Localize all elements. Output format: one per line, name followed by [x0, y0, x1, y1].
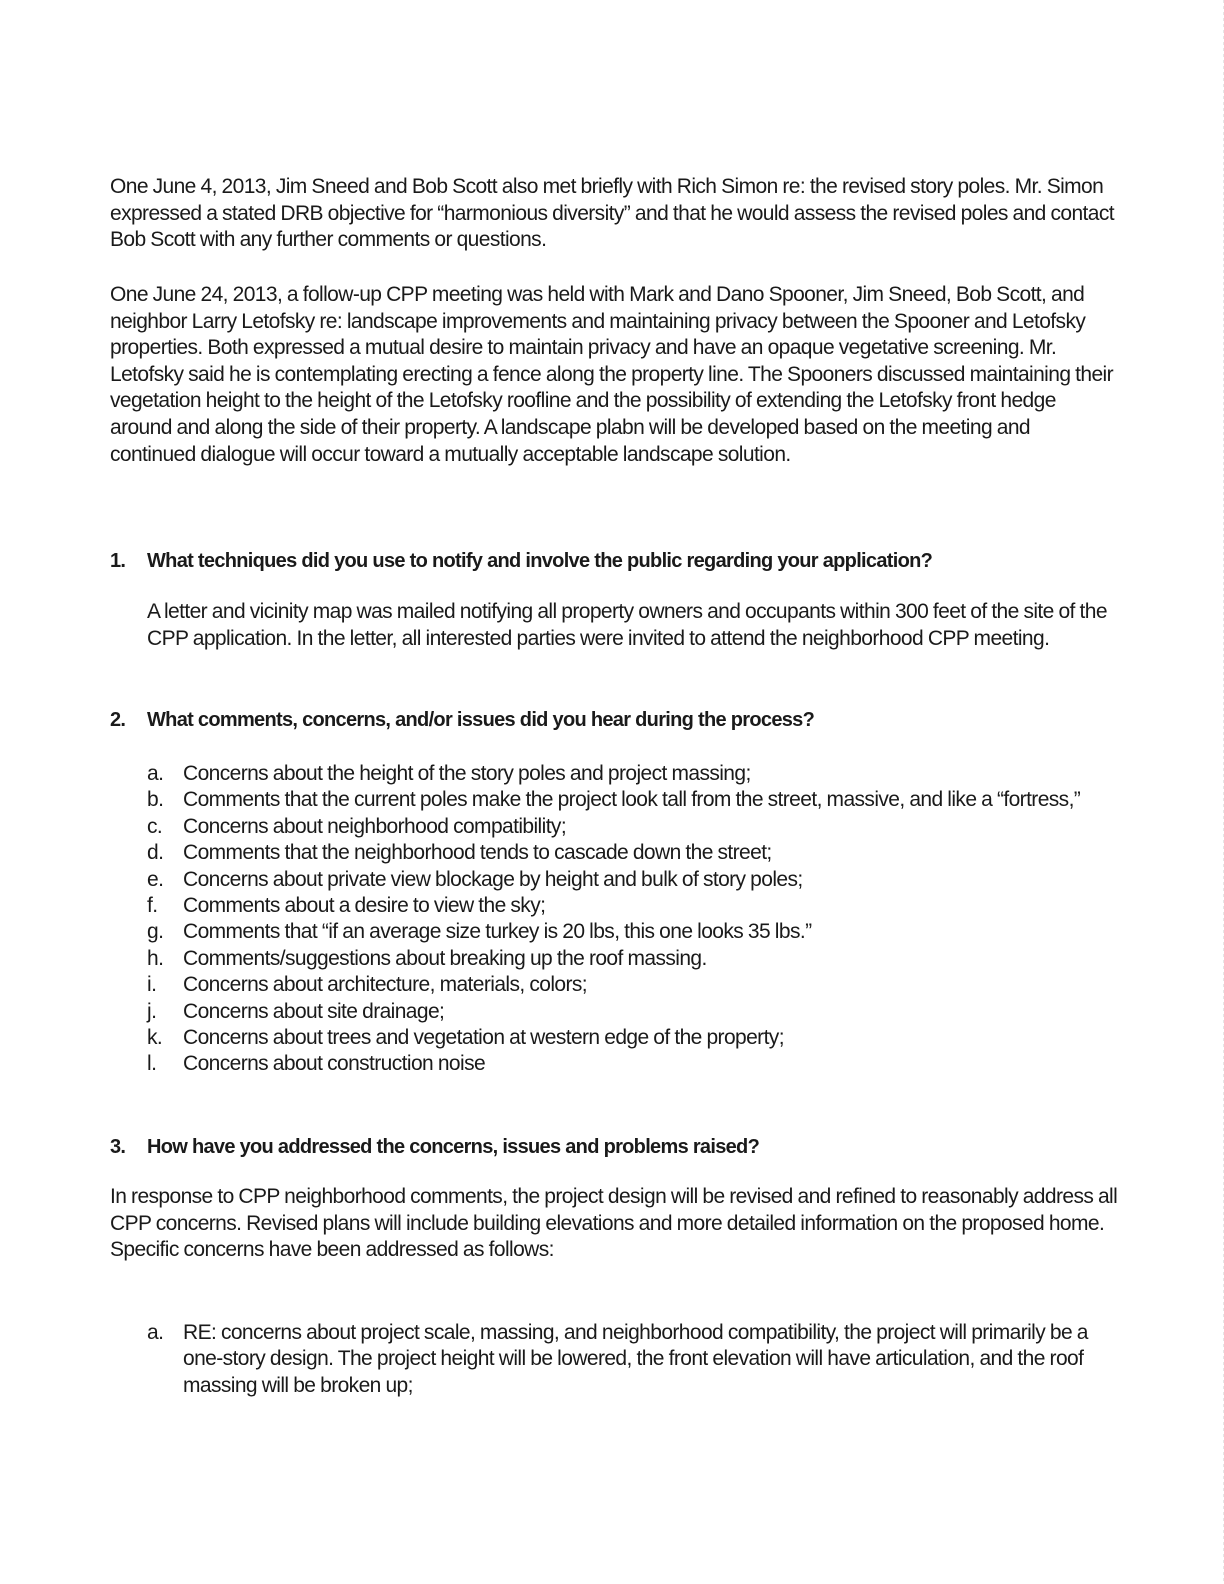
- paragraph-june-24-meeting: One June 24, 2013, a follow-up CPP meeting was held with Mark and Dano Spooner, Jim Sneed, Bob Scott, and neighbor Larry Letofsky re: landscape improvements and maintaining privacy between the Spooner and Letofsky properties. Both expressed a mutual desire to maintain privacy and have an opaque vegetative screening. Mr. Letofsky said he is contemplating erecting a fence along the property line. The Spooners discussed maintaining their vegetation height to the height of the Letofsky roofline and the possibility of extending the Letofsky front hedge around and along the side of their property. A landscape plabn will be developed based on the meeting and continued dialogue will occur toward a mutually acceptable landscape solution.: [110, 283, 1113, 466]
- list-marker: c.: [147, 814, 163, 838]
- question-2-heading: [110, 707, 1120, 733]
- list-marker: b.: [147, 788, 164, 812]
- question-text: What techniques did you use to notify and involve the public regarding your application?: [147, 550, 933, 572]
- list-marker: h.: [147, 946, 164, 970]
- question-1-heading: [110, 548, 1120, 574]
- list-item-text: Concerns about trees and vegetation at western edge of the property;: [183, 1026, 784, 1050]
- list-marker: d.: [147, 841, 164, 865]
- list-item: [147, 919, 1122, 945]
- list-item-text: Comments about a desire to view the sky;: [183, 894, 546, 918]
- question-number: 3.: [110, 1136, 126, 1158]
- question-number: 1.: [110, 550, 126, 572]
- list-item: [147, 761, 1122, 787]
- list-item: [147, 1025, 1122, 1051]
- list-item: [147, 814, 1122, 840]
- list-item-text: Concerns about private view blockage by height and bulk of story poles;: [183, 867, 803, 891]
- list-item: [147, 867, 1122, 893]
- question-1-answer: A letter and vicinity map was mailed notifying all property owners and occupants within 300 feet of the site of the CPP application. In the letter, all interested parties were invited to attend the neighborhood CPP meeting.: [147, 600, 1107, 650]
- list-marker: i.: [147, 973, 157, 997]
- list-item: [147, 840, 1122, 866]
- list-marker: e.: [147, 867, 164, 891]
- list-marker: f.: [147, 894, 158, 918]
- list-item-text: Concerns about the height of the story poles and project massing;: [183, 762, 751, 785]
- list-item: [147, 999, 1122, 1025]
- comments-list: [147, 761, 1122, 1078]
- list-item-text: Comments that “if an average size turkey is 20 lbs, this one looks 35 lbs.”: [183, 920, 812, 944]
- list-marker: j.: [147, 999, 157, 1023]
- list-item-text: Concerns about architecture, materials, colors;: [183, 973, 587, 997]
- list-item-text: Comments that the neighborhood tends to cascade down the street;: [183, 841, 772, 865]
- list-marker: l.: [147, 1052, 157, 1076]
- list-marker: a.: [147, 1321, 164, 1344]
- list-item: [147, 946, 1122, 972]
- list-item-text: Comments that the current poles make the project look tall from the street, massive, and like a “fortress,”: [183, 788, 1081, 812]
- list-item-text: Comments/suggestions about breaking up the roof massing.: [183, 946, 707, 970]
- list-marker: a.: [147, 762, 164, 785]
- list-marker: k.: [147, 1026, 163, 1050]
- question-number: 2.: [110, 709, 126, 731]
- list-item: [147, 787, 1122, 813]
- list-item-text: Concerns about construction noise: [183, 1052, 486, 1076]
- question-text: How have you addressed the concerns, issues and problems raised?: [147, 1136, 760, 1158]
- list-item: [147, 972, 1122, 998]
- question-3-heading: [110, 1134, 1120, 1160]
- list-item-text: Concerns about site drainage;: [183, 999, 445, 1023]
- list-marker: g.: [147, 920, 164, 944]
- list-item: [147, 1320, 1122, 1399]
- paragraph-june-4-meeting: One June 4, 2013, Jim Sneed and Bob Scott also met briefly with Rich Simon re: the revised story poles. Mr. Simon expressed a stated DRB objective for “harmonious diversity” and that he would assess the revised poles and contact Bob Scott with any further comments or questions.: [110, 175, 1115, 252]
- list-item-text: Concerns about neighborhood compatibility;: [183, 814, 567, 838]
- list-item: [147, 893, 1122, 919]
- list-item-text: RE: concerns about project scale, massing, and neighborhood compatibility, the project will primarily be a one-story design. The project height will be lowered, the front elevation will have articulation, and the roof massing will be broken up;: [183, 1321, 1088, 1397]
- question-text: What comments, concerns, and/or issues did you hear during the process?: [147, 709, 815, 731]
- addressed-concerns-list: [147, 1320, 1122, 1399]
- list-item: [147, 1051, 1122, 1077]
- question-3-answer: In response to CPP neighborhood comments, the project design will be revised and refined to reasonably address all CPP concerns. Revised plans will include building elevations and more detailed information on the proposed home. Specific concerns have been addressed as follows:: [110, 1185, 1118, 1262]
